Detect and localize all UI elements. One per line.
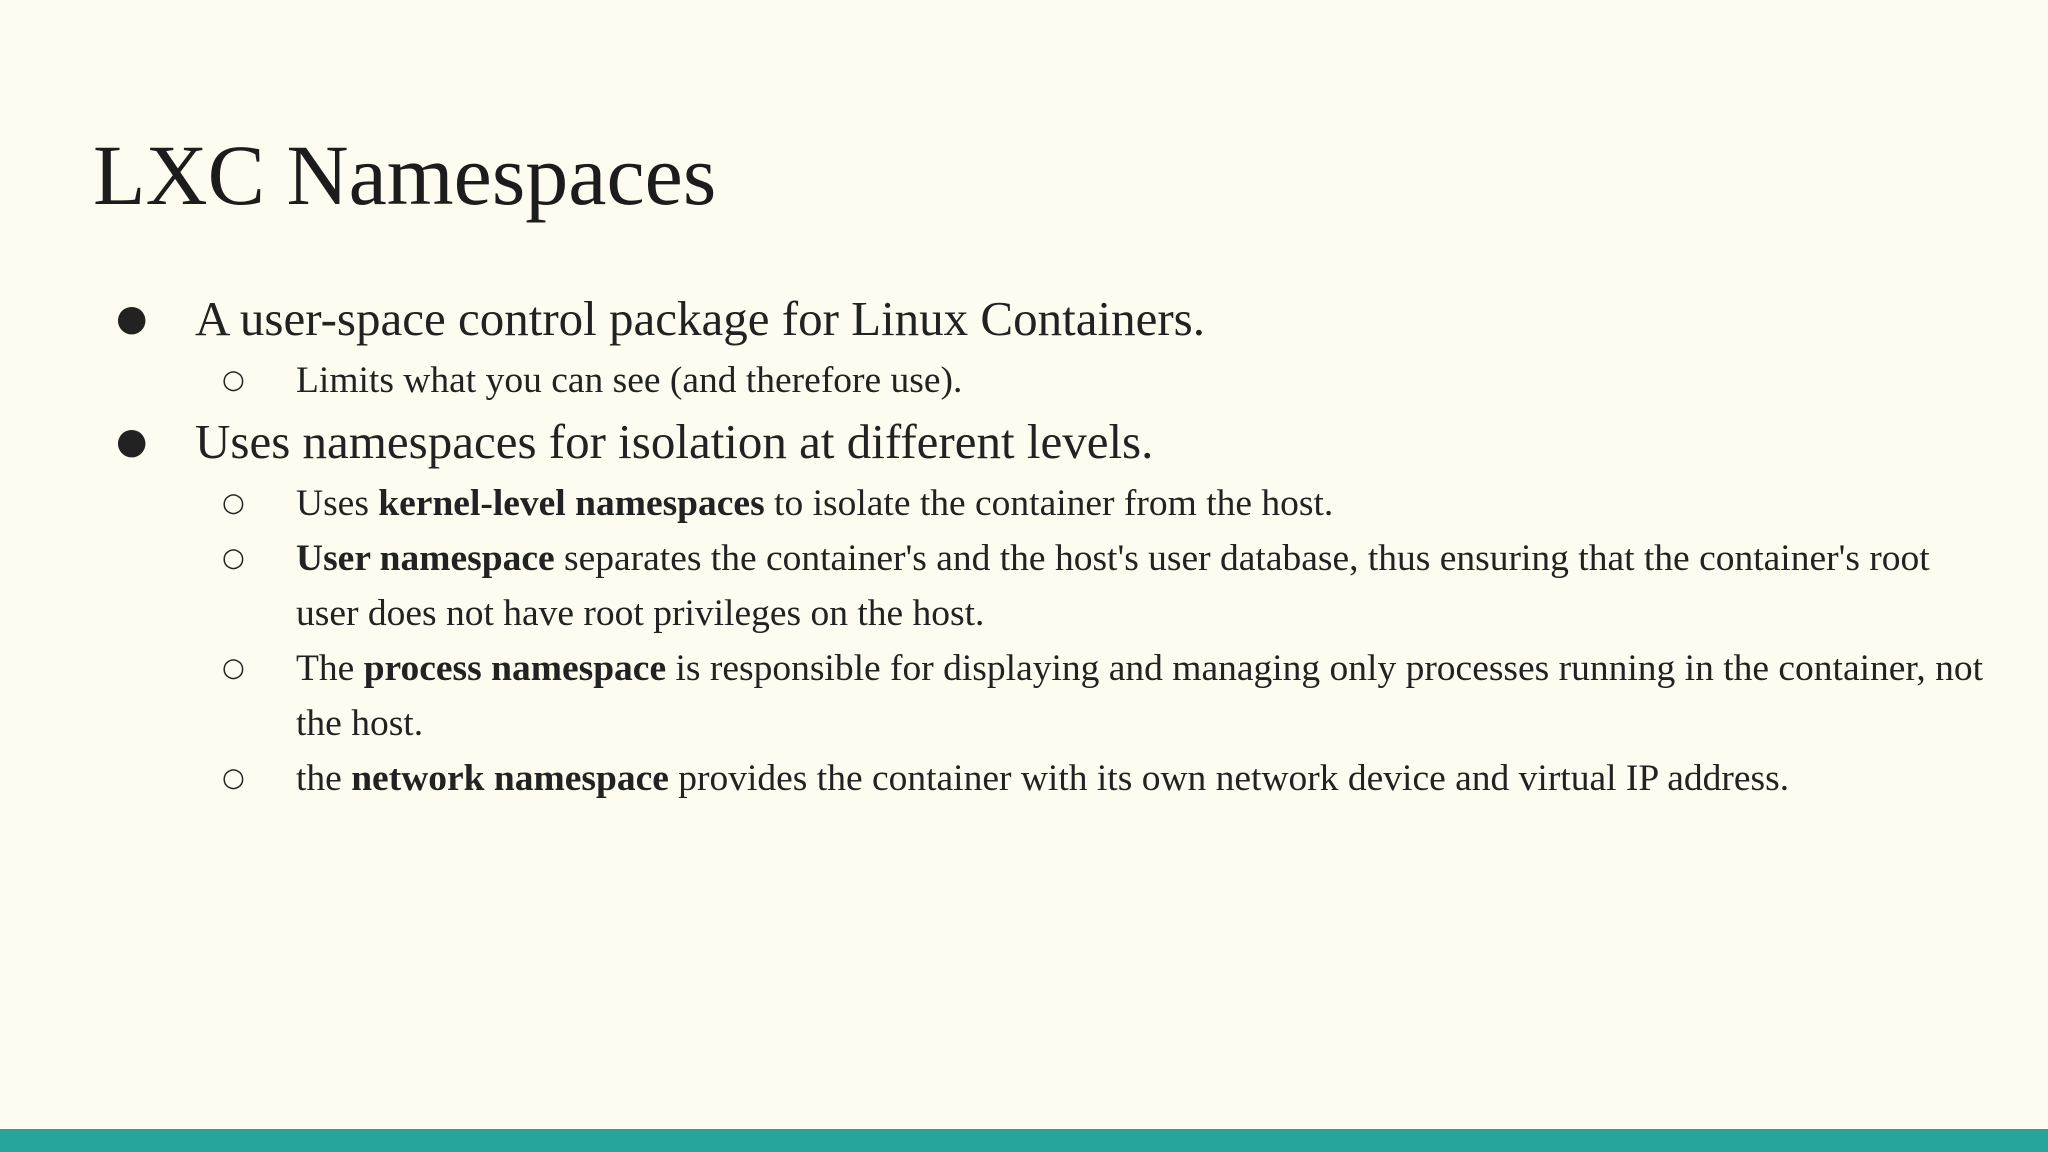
- slide-title: LXC Namespaces: [93, 127, 717, 223]
- bullet-item: [116, 408, 1995, 476]
- sub-bullet-text: Uses: [296, 483, 379, 524]
- sub-bullet-item: [222, 476, 1996, 531]
- sub-bullet-item: [222, 531, 1996, 641]
- bullet-text: Uses namespaces for isolation at different levels.: [195, 414, 1154, 469]
- bullet-circle-icon: ○: [222, 763, 245, 793]
- bullet-item: [116, 285, 1995, 353]
- sub-bullet-text: separates the container's and the host's user database, thus ensuring that the container's root user does not have root privileges on the host.: [296, 538, 1930, 634]
- bullet-dot-icon: ●: [116, 298, 148, 339]
- sub-bullet-text: to isolate the container from the host.: [764, 483, 1334, 524]
- footer-accent-bar: [0, 1129, 2048, 1152]
- sub-bullet-text: is responsible for displaying and managing only processes running in the container, not the host.: [296, 648, 1984, 744]
- sub-bullet-item: [222, 641, 1996, 751]
- bullet-circle-icon: ○: [222, 653, 245, 683]
- bold-term: network namespace: [351, 758, 669, 799]
- bullet-text: A user-space control package for Linux Containers.: [195, 291, 1205, 346]
- bullet-circle-icon: ○: [222, 488, 245, 518]
- bold-term: kernel-level namespaces: [378, 483, 765, 524]
- bold-term: process namespace: [363, 648, 667, 689]
- bold-term: User namespace: [296, 538, 555, 579]
- sub-bullet-item: [222, 751, 1996, 806]
- sub-bullet-text: The: [296, 648, 364, 689]
- bullet-dot-icon: ●: [116, 421, 148, 462]
- sub-bullet-item: [222, 353, 1996, 408]
- sub-bullet-text: provides the container with its own network device and virtual IP address.: [668, 758, 1790, 799]
- bullet-circle-icon: ○: [222, 365, 245, 395]
- sub-bullet-text: the: [296, 758, 352, 799]
- bullet-circle-icon: ○: [222, 543, 245, 573]
- sub-bullet-text: Limits what you can see (and therefore use).: [296, 360, 963, 401]
- bullet-list: [0, 285, 2048, 806]
